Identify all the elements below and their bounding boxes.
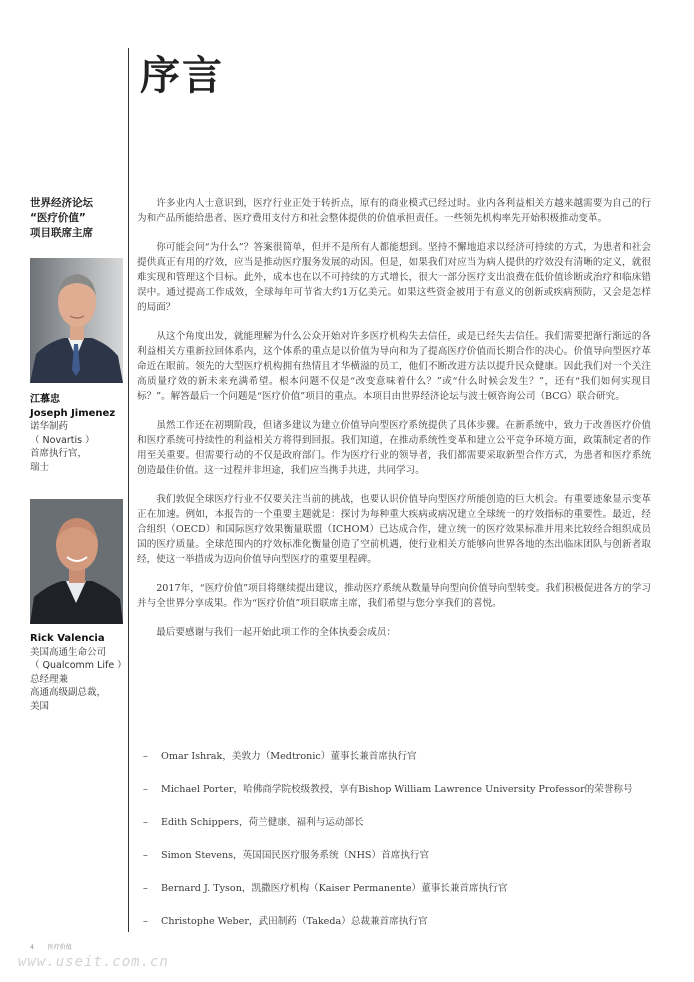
person-rick-valencia [30,632,126,713]
dash-bullet: – [143,817,148,828]
vertical-rule [128,48,129,932]
dash-bullet: – [143,784,148,795]
person-detail: 诺华制药 [30,421,69,432]
watermark: www.useit.com.cn [18,954,169,970]
person-detail: （ Novartis ） [30,434,95,446]
person-detail: 美国 [30,700,50,712]
person-name-en: Rick Valencia [30,633,105,644]
member-text: Omar Ishrak，美敦力（Medtronic）董事长兼首席执行官 [161,751,417,762]
paragraph: 从这个角度出发，就能理解为什么公众开始对许多医疗机构失去信任，或是已经失去信任。我们需要把渐行渐远的各利益相关方重新拉回体系内，这个体系的重点是以价值为导向和为了提高医疗价值而长期合作的决心。价值导向型医疗革命近在眼前。领先的大型医疗机构拥有热情且才华横溢的员工，他们不断改进方法以提升民众健康。因此我们对一个关注高质量疗效的新未来充满希望。根本问题不仅是“改变意味着什么？”或“什么时候会发生？”，还有“我们如何实现目标？”。解答最后一个问题是“医疗价值”项目的重点。本项目由世界经济论坛与波士顿咨询公司（BCG）联合研究。 [137,331,651,402]
person-name-en: Joseph Jimenez [30,407,116,419]
person-detail: 美国高通生命公司 [30,646,107,658]
paragraph: 2017年，“医疗价值”项目将继续提出建议，推动医疗系统从数量导向型向价值导向型转变。我们积极促进各方的学习并与全世界分享成果。作为“医疗价值”项目联席主席，我们希望与您分享我们的喜悦。 [137,583,651,609]
portrait-joseph-jimenez [30,258,123,383]
list-item [143,782,653,797]
paragraph: 许多业内人士意识到，医疗行业正处于转折点，原有的商业模式已经过时。业内各利益相关方越来越需要为自己的行为和产品所能给患者、医疗费用支付方和社会整体提供的价值承担责任。一些领先机构率先开始积极推动变革。 [137,198,651,224]
footer-label: 医疗价值 [47,944,72,951]
paragraph: 最后要感谢与我们一起开始此项工作的全体执委会成员： [156,627,397,638]
list-item [143,749,653,764]
person-detail: 总经理兼 [30,673,69,685]
sidebar-heading-line: 世界经济论坛 [30,197,93,209]
page-number: 4 [30,944,34,951]
dash-bullet: – [143,916,148,927]
sidebar-heading [30,196,125,241]
member-text: Christophe Weber，武田制药（Takeda）总裁兼首席执行官 [161,916,428,927]
sidebar-heading-line: 项目联席主席 [30,227,93,239]
list-item [143,848,653,863]
list-item [143,815,653,830]
page-title: 序言 [140,53,224,99]
committee-member-list [143,749,653,947]
paragraph: 我们敦促全球医疗行业不仅要关注当前的挑战，也要认识价值导向型医疗所能创造的巨大机会。有重要迹象显示变革正在加速。例如，本报告的一个重要主题就是：探讨为每种重大疾病或病况建立全球统一的疗效指标的重要性。最近，经合组织（OECD）和国际医疗效果衡量联盟（ICHOM）已达成合作，建立统一的医疗效果标准并用来比较经合组织成员国的医疗质量。全球范围内的疗效标准化衡量创造了空前机遇，使行业相关方能够向世界各地的杰出临床团队与创新者取经，使这一举措成为迈向价值导向型医疗的重要里程碑。 [137,494,651,565]
person-detail: 高通高级副总裁， [30,687,107,698]
paragraph: 虽然工作还在初期阶段，但诸多建议为建立价值导向型医疗系统提供了具体步骤。在新系统中，致力于改善医疗价值和医疗系统可持续性的利益相关方将得到回报。我们知道，在推动系统性变革和建立公平竞争环境方面，政策制定者的作用至关重要。但需要行动的不仅是政府部门。作为医疗行业的领导者，我们都需要采取新型合作方式，为患者和医疗系统创造最佳价值。这一过程并非坦途，我们应当携手共进，共同学习。 [137,420,651,476]
page-footer [30,942,84,951]
dash-bullet: – [143,751,148,762]
list-item [143,914,653,929]
dash-bullet: – [143,883,148,894]
person-name-zh: 江慕忠 [30,394,60,405]
list-item [143,881,653,896]
body-text [137,196,651,654]
member-text: Bernard J. Tyson，凯撒医疗机构（Kaiser Permanente）董事长兼首席执行官 [161,883,508,894]
dash-bullet: – [143,850,148,861]
person-joseph-jimenez [30,393,126,474]
member-text: Edith Schippers，荷兰健康、福利与运动部长 [161,817,364,828]
person-detail: 瑞士 [30,461,50,473]
sidebar-heading-line: “医疗价值” [30,212,86,224]
member-text: Simon Stevens，英国国民医疗服务系统（NHS）首席执行官 [161,850,430,861]
portrait-rick-valencia [30,499,123,624]
person-detail: 首席执行官， [30,448,88,459]
paragraph: 你可能会问“为什么”？答案很简单，但并不是所有人都能想到。坚持不懈地追求以经济可持续的方式，为患者和社会提供真正有用的疗效，应当是推动医疗服务发展的动因。但是，如果我们对应当为病人提供的疗效没有清晰的定义，就很难实现和管理这个目标。此外，成本也在以不可持续的方式增长，很大一部分医疗支出浪费在低价值诊断或治疗和临床错误中。通过提高工作成效，全球每年可节省大约1万亿美元。如果这些资金被用于有意义的创新或疾病预防，又会是怎样的局面？ [137,242,651,313]
member-text: Michael Porter，哈佛商学院校级教授，享有Bishop William Lawrence University Professor的荣誉称号 [161,784,633,795]
person-detail: （ Qualcomm Life ） [30,660,127,671]
